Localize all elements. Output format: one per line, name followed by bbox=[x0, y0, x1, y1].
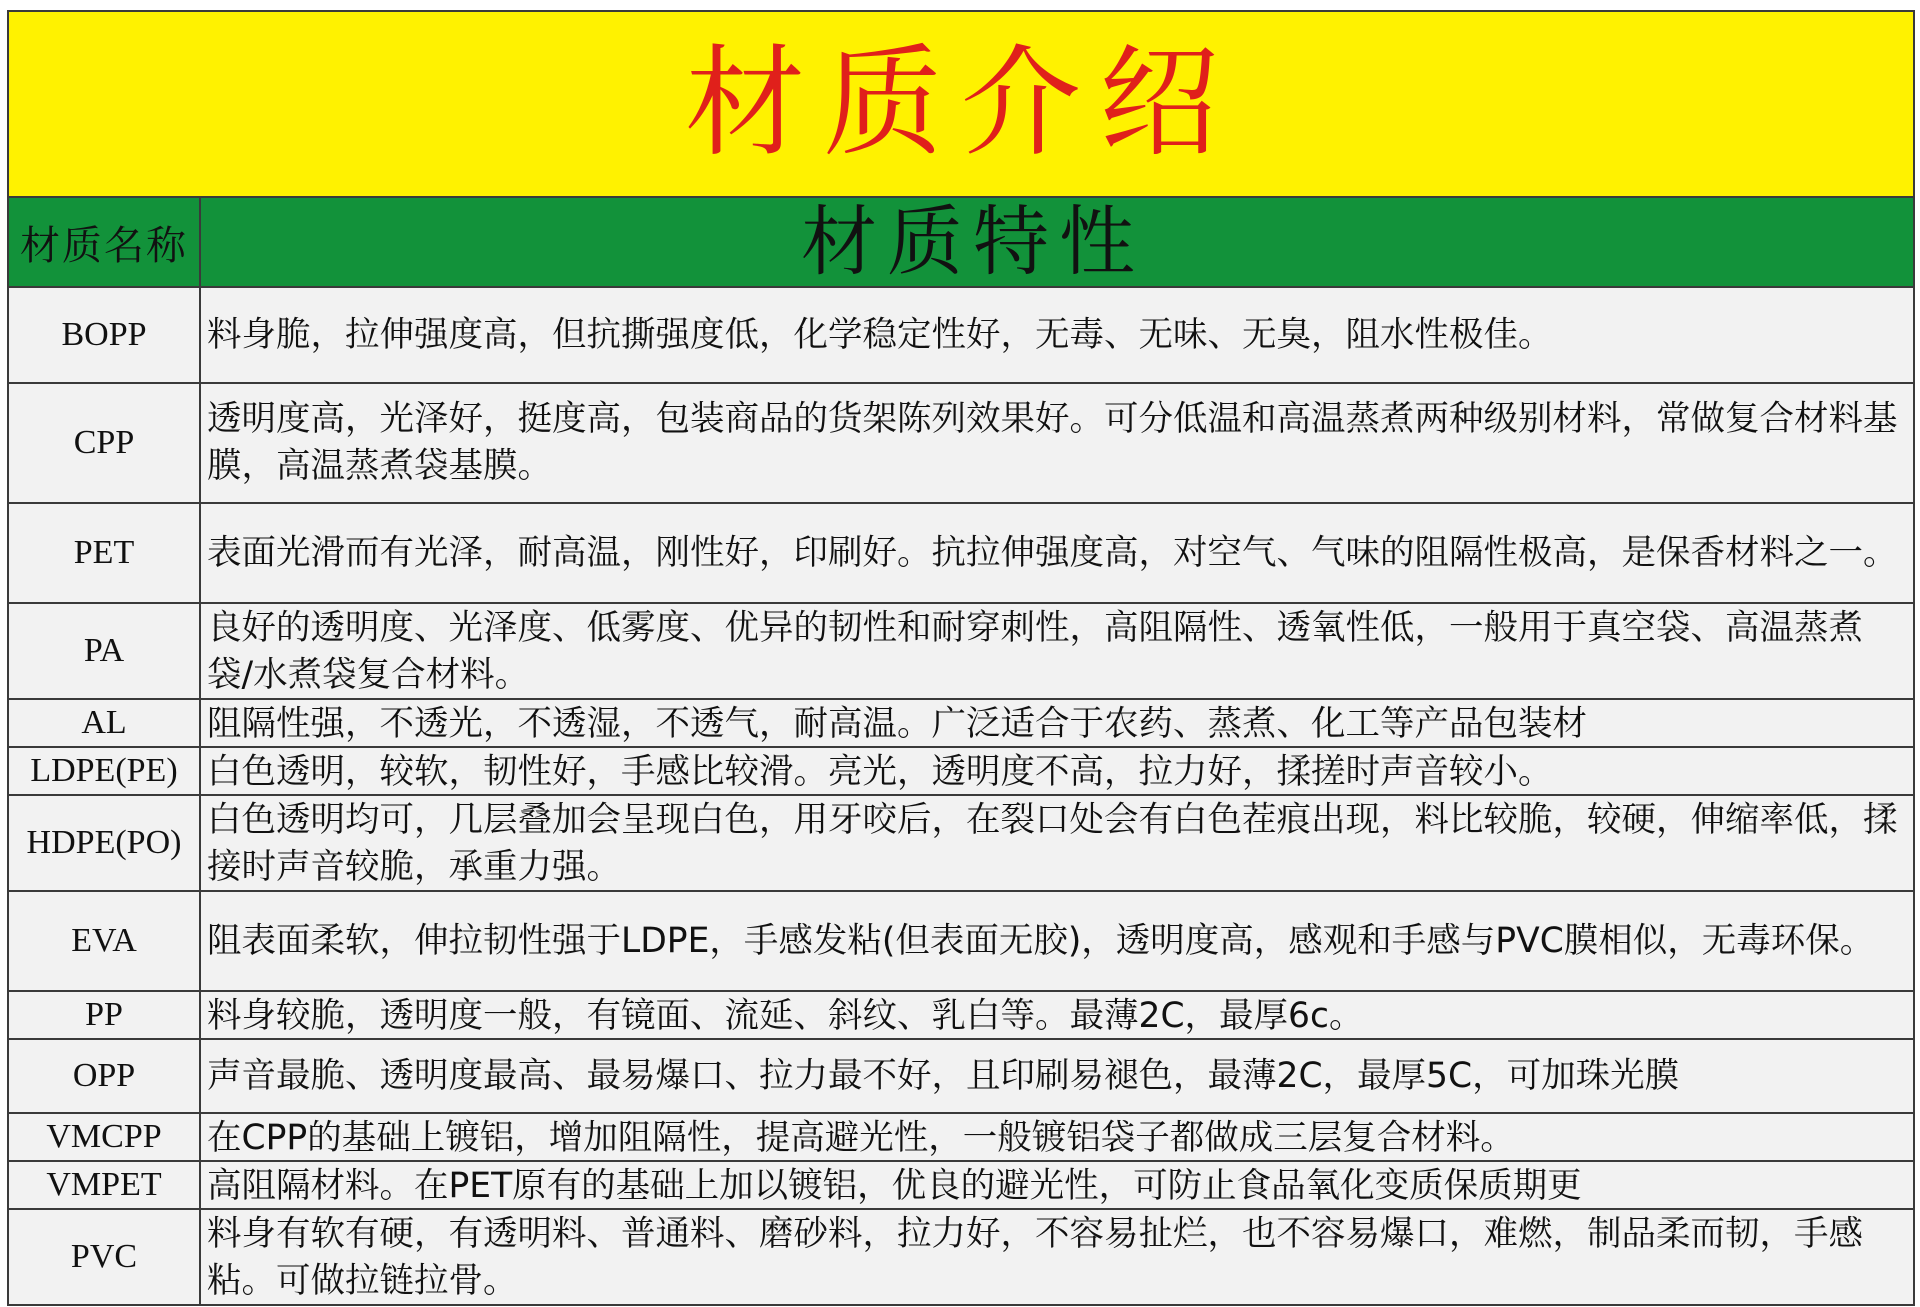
table-row bbox=[8, 891, 1914, 991]
title-row bbox=[8, 11, 1914, 197]
material-name-cell: PET bbox=[8, 503, 200, 603]
material-name-cell: PVC bbox=[8, 1209, 200, 1305]
header-material-property: 材质特性 bbox=[200, 197, 1914, 287]
material-description-cell bbox=[200, 603, 1914, 699]
material-description-text: 良好的透明度、光泽度、低雾度、优异的韧性和耐穿刺性，高阻隔性、透氧性低，一般用于真空袋、高温蒸煮袋/水煮袋复合材料。 bbox=[207, 608, 1863, 695]
material-description-text: 白色透明，较软，韧性好，手感比较滑。亮光，透明度不高，拉力好，揉搓时声音较小。 bbox=[207, 752, 1553, 792]
material-description-cell bbox=[200, 383, 1914, 503]
material-description-cell bbox=[200, 503, 1914, 603]
table-row bbox=[8, 1113, 1914, 1161]
material-description-cell bbox=[200, 1039, 1914, 1113]
material-name-cell: BOPP bbox=[8, 287, 200, 383]
table-row bbox=[8, 603, 1914, 699]
material-description-text: 阻隔性强，不透光，不透湿，不透气，耐高温。广泛适合于农药、蒸煮、化工等产品包装材 bbox=[207, 704, 1587, 744]
table-row bbox=[8, 383, 1914, 503]
material-name-cell: EVA bbox=[8, 891, 200, 991]
material-description-cell bbox=[200, 991, 1914, 1039]
material-description-cell bbox=[200, 699, 1914, 747]
header-material-name: 材质名称 bbox=[8, 197, 200, 287]
material-table-wrapper bbox=[7, 10, 1913, 1306]
material-description-cell bbox=[200, 1209, 1914, 1305]
material-description-cell bbox=[200, 287, 1914, 383]
material-description-cell bbox=[200, 1113, 1914, 1161]
material-description-text: 声音最脆、透明度最高、最易爆口、拉力最不好，且印刷易褪色，最薄2C，最厚5C，可加珠光膜 bbox=[207, 1055, 1680, 1096]
material-name-cell: LDPE(PE) bbox=[8, 747, 200, 795]
table-row bbox=[8, 991, 1914, 1039]
material-name-cell: CPP bbox=[8, 383, 200, 503]
material-name-cell: VMPET bbox=[8, 1161, 200, 1209]
table-row bbox=[8, 1039, 1914, 1113]
material-name-cell: HDPE(PO) bbox=[8, 795, 200, 891]
material-description-cell bbox=[200, 795, 1914, 891]
material-description-text: 料身较脆，透明度一般，有镜面、流延、斜纹、乳白等。最薄2C，最厚6c。 bbox=[207, 996, 1364, 1036]
table-row bbox=[8, 795, 1914, 891]
table-row bbox=[8, 1161, 1914, 1209]
material-description-cell bbox=[200, 891, 1914, 991]
table-row bbox=[8, 503, 1914, 603]
material-description-text: 阻表面柔软，伸拉韧性强于LDPE，手感发粘(但表面无胶)，透明度高，感观和手感与PVC膜相似，无毒环保。 bbox=[207, 920, 1875, 961]
table-row bbox=[8, 699, 1914, 747]
material-description-text: 在CPP的基础上镀铝，增加阻隔性，提高避光性，一般镀铝袋子都做成三层复合材料。 bbox=[207, 1118, 1515, 1158]
material-description-text: 白色透明均可，几层叠加会呈现白色，用牙咬后，在裂口处会有白色茬痕出现，料比较脆，较硬，伸缩率低，揉接时声音较脆，承重力强。 bbox=[207, 800, 1898, 887]
material-description-text: 高阻隔材料。在PET原有的基础上加以镀铝，优良的避光性，可防止食品氧化变质保质期更 bbox=[207, 1166, 1582, 1206]
page-title: 材质介绍 bbox=[8, 11, 1914, 197]
material-description-text: 表面光滑而有光泽，耐高温，刚性好，印刷好。抗拉伸强度高，对空气、气味的阻隔性极高，是保香材料之一。 bbox=[207, 532, 1898, 573]
material-description-cell bbox=[200, 1161, 1914, 1209]
material-description-text: 透明度高，光泽好，挺度高，包装商品的货架陈列效果好。可分低温和高温蒸煮两种级别材料，常做复合材料基膜，高温蒸煮袋基膜。 bbox=[207, 399, 1898, 486]
header-row bbox=[8, 197, 1914, 287]
material-name-cell: PP bbox=[8, 991, 200, 1039]
material-description-text: 料身有软有硬，有透明料、普通料、磨砂料，拉力好，不容易扯烂，也不容易爆口，难燃，制品柔而韧，手感粘。可做拉链拉骨。 bbox=[207, 1214, 1863, 1301]
material-description-text: 料身脆，拉伸强度高，但抗撕强度低，化学稳定性好，无毒、无味、无臭，阻水性极佳。 bbox=[207, 314, 1553, 355]
material-name-cell: VMCPP bbox=[8, 1113, 200, 1161]
material-name-cell: AL bbox=[8, 699, 200, 747]
table-row bbox=[8, 747, 1914, 795]
material-table bbox=[7, 10, 1915, 1306]
material-name-cell: PA bbox=[8, 603, 200, 699]
table-row bbox=[8, 1209, 1914, 1305]
material-description-cell bbox=[200, 747, 1914, 795]
material-name-cell: OPP bbox=[8, 1039, 200, 1113]
table-row bbox=[8, 287, 1914, 383]
